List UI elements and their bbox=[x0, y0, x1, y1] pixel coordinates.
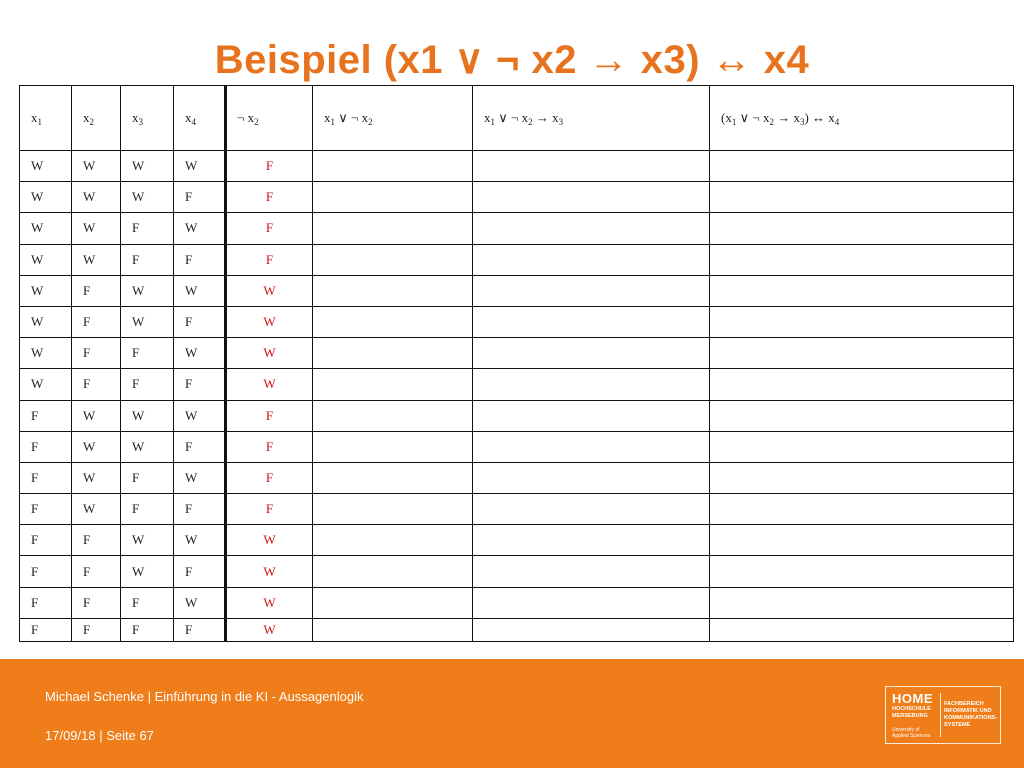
cell-expr-implication bbox=[473, 338, 710, 369]
cell-not-x2: W bbox=[226, 525, 313, 556]
cell-x2: W bbox=[72, 213, 121, 244]
cell-not-x2: W bbox=[226, 369, 313, 400]
cell-x1: W bbox=[20, 306, 72, 337]
cell-x3: W bbox=[121, 275, 174, 306]
table-row bbox=[20, 587, 1014, 618]
cell-expr-equivalence bbox=[710, 462, 1014, 493]
cell-expr-equivalence bbox=[710, 244, 1014, 275]
footer-bar bbox=[0, 659, 1024, 768]
cell-x4: W bbox=[174, 338, 226, 369]
cell-expr-or bbox=[313, 369, 473, 400]
footer-date-page: 17/09/18 | Seite 67 bbox=[45, 728, 154, 743]
cell-not-x2: F bbox=[226, 182, 313, 213]
cell-x3: F bbox=[121, 369, 174, 400]
cell-expr-or bbox=[313, 338, 473, 369]
cell-expr-implication bbox=[473, 462, 710, 493]
cell-expr-equivalence bbox=[710, 525, 1014, 556]
table-row bbox=[20, 244, 1014, 275]
cell-expr-equivalence bbox=[710, 306, 1014, 337]
slide-title: Beispiel (x1 ∨ ¬ x2 → x3) ↔ x4 bbox=[214, 38, 810, 82]
cell-not-x2: W bbox=[226, 338, 313, 369]
cell-x4: F bbox=[174, 431, 226, 462]
cell-x4: F bbox=[174, 182, 226, 213]
cell-expr-implication bbox=[473, 182, 710, 213]
cell-not-x2: W bbox=[226, 618, 313, 641]
cell-expr-or bbox=[313, 462, 473, 493]
cell-x3: F bbox=[121, 618, 174, 641]
logo-school-name: HOCHSCHULE MERSEBURG bbox=[892, 706, 931, 719]
cell-expr-or bbox=[313, 431, 473, 462]
cell-x1: W bbox=[20, 338, 72, 369]
table-row bbox=[20, 431, 1014, 462]
truth-table-container bbox=[19, 85, 1013, 641]
university-logo bbox=[885, 686, 1001, 744]
cell-x4: F bbox=[174, 494, 226, 525]
cell-x4: F bbox=[174, 244, 226, 275]
cell-x2: W bbox=[72, 151, 121, 182]
cell-x2: F bbox=[72, 618, 121, 641]
cell-expr-equivalence bbox=[710, 338, 1014, 369]
cell-x3: F bbox=[121, 587, 174, 618]
cell-x3: F bbox=[121, 338, 174, 369]
table-header-row bbox=[20, 86, 1014, 151]
cell-expr-or bbox=[313, 556, 473, 587]
cell-x1: F bbox=[20, 618, 72, 641]
header-not-x2: ¬ $x_2$ bbox=[226, 86, 313, 151]
cell-x1: W bbox=[20, 182, 72, 213]
cell-expr-or bbox=[313, 400, 473, 431]
header-expr-implication: $x_1$ ∨ ¬ $x_2 \to x_3$ bbox=[473, 86, 710, 151]
cell-x4: W bbox=[174, 275, 226, 306]
logo-tagline: University of Applied Sciences bbox=[892, 727, 931, 739]
cell-x2: F bbox=[72, 306, 121, 337]
cell-x4: F bbox=[174, 556, 226, 587]
cell-x1: F bbox=[20, 494, 72, 525]
header-x1: $x_1$ bbox=[20, 86, 72, 151]
cell-x3: F bbox=[121, 462, 174, 493]
truth-table-body bbox=[20, 151, 1014, 642]
table-row bbox=[20, 618, 1014, 641]
cell-x1: F bbox=[20, 400, 72, 431]
cell-x3: W bbox=[121, 400, 174, 431]
header-expr-equivalence: ($x_1$ ∨ ¬ $x_2 \to x_3$) ↔ $x_4$ bbox=[710, 86, 1014, 151]
cell-x3: W bbox=[121, 525, 174, 556]
header-x4: $x_4$ bbox=[174, 86, 226, 151]
cell-x4: F bbox=[174, 618, 226, 641]
cell-x3: W bbox=[121, 556, 174, 587]
cell-x4: W bbox=[174, 525, 226, 556]
cell-x1: W bbox=[20, 213, 72, 244]
cell-x3: W bbox=[121, 431, 174, 462]
cell-x3: F bbox=[121, 213, 174, 244]
cell-expr-equivalence bbox=[710, 182, 1014, 213]
table-row bbox=[20, 369, 1014, 400]
cell-x1: W bbox=[20, 151, 72, 182]
footer-course-title: Michael Schenke | Einführung in die KI - Aussagenlogik bbox=[45, 689, 364, 704]
cell-x1: F bbox=[20, 525, 72, 556]
cell-expr-or bbox=[313, 618, 473, 641]
table-row bbox=[20, 306, 1014, 337]
logo-mark: HOME bbox=[892, 691, 933, 706]
cell-expr-implication bbox=[473, 244, 710, 275]
cell-x2: W bbox=[72, 182, 121, 213]
cell-x4: W bbox=[174, 151, 226, 182]
table-row bbox=[20, 275, 1014, 306]
cell-expr-implication bbox=[473, 151, 710, 182]
cell-expr-implication bbox=[473, 369, 710, 400]
cell-x4: W bbox=[174, 587, 226, 618]
cell-x2: F bbox=[72, 525, 121, 556]
cell-expr-implication bbox=[473, 306, 710, 337]
table-row bbox=[20, 151, 1014, 182]
cell-expr-implication bbox=[473, 618, 710, 641]
cell-x1: F bbox=[20, 431, 72, 462]
cell-expr-or bbox=[313, 244, 473, 275]
cell-x1: F bbox=[20, 587, 72, 618]
cell-not-x2: F bbox=[226, 494, 313, 525]
logo-divider bbox=[940, 693, 941, 737]
cell-expr-equivalence bbox=[710, 400, 1014, 431]
cell-expr-equivalence bbox=[710, 618, 1014, 641]
cell-not-x2: F bbox=[226, 151, 313, 182]
truth-table bbox=[19, 85, 1014, 642]
cell-x4: W bbox=[174, 400, 226, 431]
cell-x4: W bbox=[174, 462, 226, 493]
cell-expr-equivalence bbox=[710, 587, 1014, 618]
header-x2: $x_2$ bbox=[72, 86, 121, 151]
table-row bbox=[20, 400, 1014, 431]
cell-x2: W bbox=[72, 494, 121, 525]
cell-x2: W bbox=[72, 462, 121, 493]
cell-expr-or bbox=[313, 587, 473, 618]
cell-expr-or bbox=[313, 182, 473, 213]
cell-expr-equivalence bbox=[710, 275, 1014, 306]
cell-expr-or bbox=[313, 275, 473, 306]
cell-not-x2: W bbox=[226, 275, 313, 306]
table-row bbox=[20, 556, 1014, 587]
cell-expr-equivalence bbox=[710, 556, 1014, 587]
cell-x4: F bbox=[174, 369, 226, 400]
cell-x2: F bbox=[72, 369, 121, 400]
cell-x2: F bbox=[72, 556, 121, 587]
cell-not-x2: F bbox=[226, 244, 313, 275]
cell-x2: F bbox=[72, 338, 121, 369]
cell-x4: W bbox=[174, 213, 226, 244]
cell-expr-equivalence bbox=[710, 151, 1014, 182]
cell-not-x2: F bbox=[226, 431, 313, 462]
logo-department: FACHBEREICH INFORMATIK UND KOMMUNIKATIONS- SYSTEME bbox=[944, 701, 998, 728]
cell-expr-or bbox=[313, 151, 473, 182]
cell-x1: F bbox=[20, 462, 72, 493]
table-row bbox=[20, 462, 1014, 493]
cell-expr-implication bbox=[473, 587, 710, 618]
cell-x3: F bbox=[121, 244, 174, 275]
cell-x1: W bbox=[20, 369, 72, 400]
cell-not-x2: W bbox=[226, 587, 313, 618]
cell-x1: W bbox=[20, 275, 72, 306]
cell-x1: F bbox=[20, 556, 72, 587]
cell-not-x2: F bbox=[226, 213, 313, 244]
cell-expr-equivalence bbox=[710, 494, 1014, 525]
cell-not-x2: W bbox=[226, 556, 313, 587]
cell-expr-equivalence bbox=[710, 431, 1014, 462]
cell-expr-or bbox=[313, 494, 473, 525]
cell-expr-implication bbox=[473, 431, 710, 462]
table-row bbox=[20, 213, 1014, 244]
cell-expr-equivalence bbox=[710, 369, 1014, 400]
cell-expr-implication bbox=[473, 556, 710, 587]
table-row bbox=[20, 525, 1014, 556]
cell-not-x2: F bbox=[226, 462, 313, 493]
cell-x2: F bbox=[72, 587, 121, 618]
cell-expr-implication bbox=[473, 494, 710, 525]
cell-x2: F bbox=[72, 275, 121, 306]
cell-expr-implication bbox=[473, 400, 710, 431]
cell-x2: W bbox=[72, 400, 121, 431]
cell-expr-implication bbox=[473, 213, 710, 244]
cell-not-x2: F bbox=[226, 400, 313, 431]
table-row bbox=[20, 338, 1014, 369]
cell-x2: W bbox=[72, 431, 121, 462]
header-expr-or: $x_1$ ∨ ¬ $x_2$ bbox=[313, 86, 473, 151]
cell-x3: W bbox=[121, 182, 174, 213]
cell-expr-implication bbox=[473, 525, 710, 556]
cell-expr-or bbox=[313, 213, 473, 244]
cell-expr-or bbox=[313, 306, 473, 337]
cell-x1: W bbox=[20, 244, 72, 275]
cell-x2: W bbox=[72, 244, 121, 275]
table-row bbox=[20, 182, 1014, 213]
cell-x4: F bbox=[174, 306, 226, 337]
cell-x3: F bbox=[121, 494, 174, 525]
cell-x3: W bbox=[121, 306, 174, 337]
cell-not-x2: W bbox=[226, 306, 313, 337]
cell-expr-implication bbox=[473, 275, 710, 306]
cell-expr-equivalence bbox=[710, 213, 1014, 244]
table-row bbox=[20, 494, 1014, 525]
header-x3: $x_3$ bbox=[121, 86, 174, 151]
cell-x3: W bbox=[121, 151, 174, 182]
cell-expr-or bbox=[313, 525, 473, 556]
